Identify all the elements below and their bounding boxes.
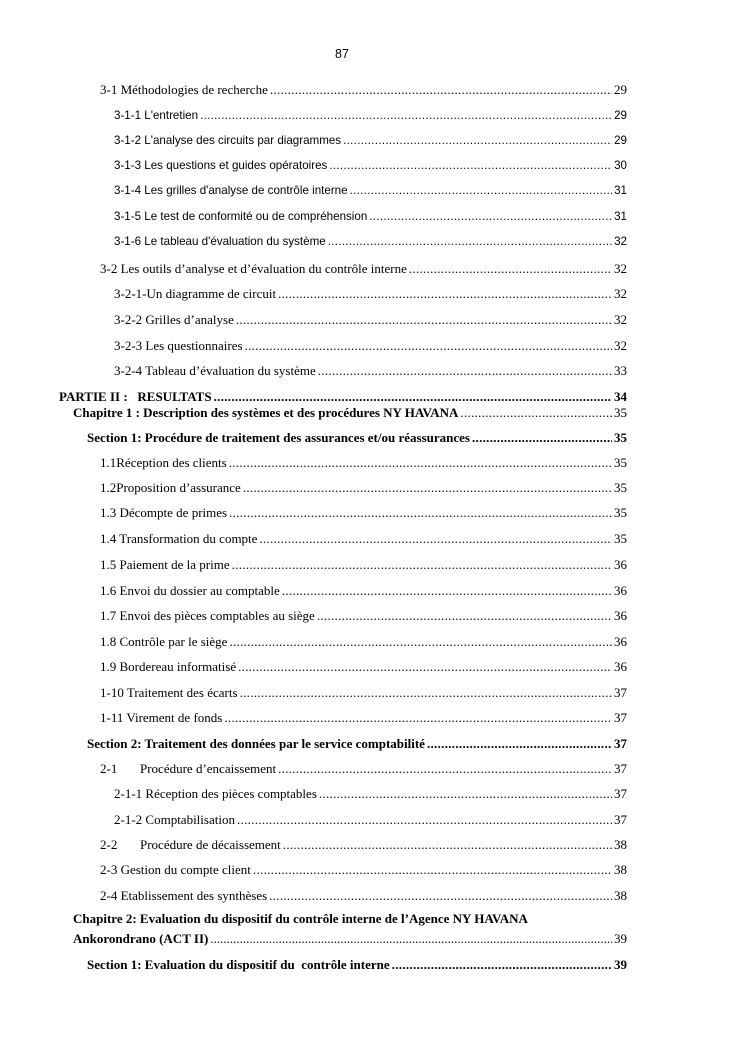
toc-entry-title: 1.7 Envoi des pièces comptables au siège — [100, 608, 315, 623]
toc-entry-page: 36 — [614, 557, 627, 572]
toc-entry[interactable] — [114, 235, 627, 248]
dot-leader — [224, 710, 612, 726]
toc-entry-title: 1-11 Virement de fonds — [100, 710, 223, 725]
toc-entry-page: 37 — [614, 786, 627, 801]
toc-entry-number: 2-1 — [100, 761, 118, 776]
toc-entry-page: 32 — [614, 261, 627, 276]
toc-entry-title: 1.2Proposition d’assurance — [100, 480, 241, 495]
toc-entry-title: Chapitre 1 : Description des systèmes et des procédures NY HAVANA — [73, 405, 459, 420]
dot-leader — [229, 505, 612, 521]
dot-leader — [318, 363, 612, 379]
toc-entry-page: 35 — [614, 505, 627, 520]
toc-entry-page: 35 — [614, 405, 627, 420]
toc-entry[interactable] — [100, 710, 627, 726]
toc-entry-page: 29 — [614, 82, 627, 97]
toc-entry[interactable] — [100, 608, 627, 624]
toc-entry-title: 1.1Réception des clients — [100, 455, 227, 470]
toc-entry-page: 31 — [614, 184, 627, 197]
toc-entry-title — [100, 761, 276, 777]
toc-entry-title: Section 2: Traitement des données par le service comptabilité — [87, 736, 425, 751]
toc-entry-page: 36 — [614, 608, 627, 623]
dot-leader — [232, 557, 612, 573]
toc-entry-page: 31 — [614, 210, 627, 223]
toc-entry-title: 3-1-4 Les grilles d'analyse de contrôle interne — [114, 184, 348, 197]
toc-entry-page: 38 — [614, 837, 627, 852]
toc-entry[interactable] — [114, 109, 627, 122]
dot-leader — [343, 134, 612, 147]
toc-entry[interactable] — [100, 659, 627, 675]
dot-leader — [269, 888, 612, 904]
dot-leader — [240, 685, 612, 701]
dot-leader — [392, 957, 612, 973]
toc-entry-page: 32 — [614, 235, 627, 248]
toc-entry-title: 3-2-4 Tableau d’évaluation du système — [114, 363, 316, 378]
toc-entry-page: 32 — [614, 338, 627, 353]
toc-entry[interactable] — [100, 862, 627, 878]
toc-entry-page: 35 — [614, 430, 627, 445]
dot-leader — [278, 761, 612, 777]
toc-entry-page: 37 — [614, 736, 627, 751]
toc-entry-title-line2: Ankorondrano (ACT II) — [73, 931, 209, 946]
toc-entry-title: 3-1-1 L'entretien — [114, 109, 199, 122]
dot-leader — [243, 480, 612, 496]
toc-entry-title: 2-3 Gestion du compte client — [100, 862, 251, 877]
toc-entry[interactable] — [114, 812, 627, 828]
dot-leader — [200, 109, 612, 122]
toc-chapter-heading[interactable] — [73, 405, 627, 421]
toc-entry-title: 2-1-2 Comptabilisation — [114, 812, 235, 827]
toc-entry[interactable] — [100, 888, 627, 904]
toc-entry-page: 32 — [614, 286, 627, 301]
toc-entry-title: 3-1-6 Le tableau d'évaluation du système — [114, 235, 326, 248]
toc-entry-page: 38 — [614, 862, 627, 877]
toc-entry-title: 1.4 Transformation du compte — [100, 531, 258, 546]
dot-leader — [472, 430, 612, 446]
dot-leader — [317, 608, 612, 624]
toc-entry-title: 3-1-3 Les questions et guides opératoires — [114, 159, 328, 172]
toc-entry-title: PARTIE II : RESULTATS — [59, 389, 212, 404]
toc-entry-title: 3-1-5 Le test de conformité ou de compréhension — [114, 210, 368, 223]
dot-leader — [253, 862, 612, 878]
toc-entry-text: Procédure de décaissement — [140, 837, 281, 852]
toc-entry-title: 3-2 Les outils d’analyse et d’évaluation du contrôle interne — [100, 261, 407, 276]
toc-entry[interactable] — [114, 363, 627, 379]
toc-entry-page: 36 — [614, 634, 627, 649]
dot-leader — [259, 531, 612, 547]
toc-entry-page: 36 — [614, 659, 627, 674]
toc-entry[interactable] — [100, 583, 627, 599]
dot-leader — [329, 159, 612, 172]
toc-entry-page: 32 — [614, 312, 627, 327]
toc-entry-page: 37 — [614, 761, 627, 776]
toc-entry-page: 29 — [614, 109, 627, 122]
toc-entry-title: 1.8 Contrôle par le siège — [100, 634, 228, 649]
dot-leader — [369, 210, 612, 223]
dot-leader — [282, 583, 612, 599]
toc-entry-page: 39 — [614, 957, 627, 972]
toc-entry-title: 3-1-2 L'analyse des circuits par diagrammes — [114, 134, 342, 147]
toc-entry-title: 2-1-1 Réception des pièces comptables — [114, 786, 317, 801]
dot-leader — [427, 736, 612, 752]
toc-entry[interactable] — [100, 634, 627, 650]
toc-entry[interactable] — [100, 761, 627, 777]
toc-entry-title: 1.5 Paiement de la prime — [100, 557, 230, 572]
dot-leader — [409, 261, 612, 277]
toc-entry[interactable] — [100, 480, 627, 496]
toc-entry-page: 37 — [614, 812, 627, 827]
toc-entry-title-line1: Chapitre 2: Evaluation du dispositif du contrôle interne de l’Agence NY HAVANA — [73, 911, 528, 926]
toc-section-heading[interactable] — [87, 957, 627, 973]
toc-entry[interactable] — [114, 286, 627, 302]
toc-entry-title: 3-2-2 Grilles d’analyse — [114, 312, 234, 327]
dot-leader — [229, 634, 612, 650]
toc-entry[interactable] — [114, 338, 627, 354]
toc-entry-page: 36 — [614, 583, 627, 598]
toc-entry[interactable] — [114, 786, 627, 802]
toc-entry[interactable] — [114, 134, 627, 147]
dot-leader — [229, 455, 612, 471]
toc-entry-title: 3-1 Méthodologies de recherche — [100, 82, 268, 97]
dot-leader — [278, 286, 612, 302]
toc-entry-page: 29 — [614, 134, 627, 147]
toc-entry[interactable] — [100, 685, 627, 701]
dot-leader — [328, 235, 612, 248]
toc-entry[interactable] — [114, 312, 627, 328]
toc-entry[interactable] — [114, 159, 627, 172]
toc-entry-page: 38 — [614, 888, 627, 903]
page-number: 87 — [335, 47, 349, 61]
toc-entry[interactable] — [114, 210, 627, 223]
toc-entry-title: 1.6 Envoi du dossier au comptable — [100, 583, 280, 598]
toc-entry[interactable] — [100, 531, 627, 547]
dot-leader — [237, 812, 612, 828]
toc-entry-page: 35 — [614, 480, 627, 495]
dot-leader — [270, 82, 612, 98]
dot-leader — [238, 659, 612, 675]
toc-entry[interactable] — [100, 557, 627, 573]
dot-leader — [319, 786, 612, 802]
toc-entry[interactable] — [114, 184, 627, 197]
toc-entry-title: 1-10 Traitement des écarts — [100, 685, 238, 700]
dot-leader — [214, 389, 612, 405]
toc-entry-number: 2-2 — [100, 837, 118, 852]
toc-entry[interactable] — [100, 455, 627, 471]
dot-leader — [245, 338, 612, 354]
toc-entry-title: 1.3 Décompte de primes — [100, 505, 228, 520]
toc-entry-page: 35 — [614, 455, 627, 470]
toc-part-heading[interactable] — [59, 389, 627, 405]
toc-entry[interactable] — [100, 837, 627, 853]
toc-entry[interactable] — [100, 505, 627, 521]
toc-entry-title: 3-2-1-Un diagramme de circuit — [114, 286, 277, 301]
toc-entry-title: Section 1: Procédure de traitement des assurances et/ou réassurances — [87, 430, 470, 445]
toc-chapter-heading[interactable] — [73, 911, 627, 947]
toc-section-heading[interactable] — [87, 430, 627, 446]
toc-entry-page: 35 — [614, 531, 627, 546]
toc-entry-page: 37 — [614, 710, 627, 725]
toc-entry[interactable] — [100, 82, 627, 98]
toc-entry-page: 39 — [614, 931, 627, 946]
toc-entry-page: 30 — [614, 159, 627, 172]
toc-entry-title: Section 1: Evaluation du dispositif du contrôle interne — [87, 957, 390, 972]
toc-entry-title: 2-4 Etablissement des synthèses — [100, 888, 268, 903]
toc-entry-page: 37 — [614, 685, 627, 700]
toc-entry-page: 33 — [614, 363, 627, 378]
dot-leader — [350, 184, 613, 197]
dot-leader — [210, 931, 612, 947]
toc-entry[interactable] — [100, 261, 627, 277]
toc-entry-page: 34 — [614, 389, 627, 404]
dot-leader — [283, 837, 612, 853]
toc-entry-title: 1.9 Bordereau informatisé — [100, 659, 237, 674]
toc-section-heading[interactable] — [87, 736, 627, 752]
toc-entry-title — [100, 837, 281, 853]
dot-leader — [460, 405, 612, 421]
dot-leader — [236, 312, 612, 328]
toc-entry-text: Procédure d’encaissement — [140, 761, 277, 776]
toc-entry-title: 3-2-3 Les questionnaires — [114, 338, 243, 353]
